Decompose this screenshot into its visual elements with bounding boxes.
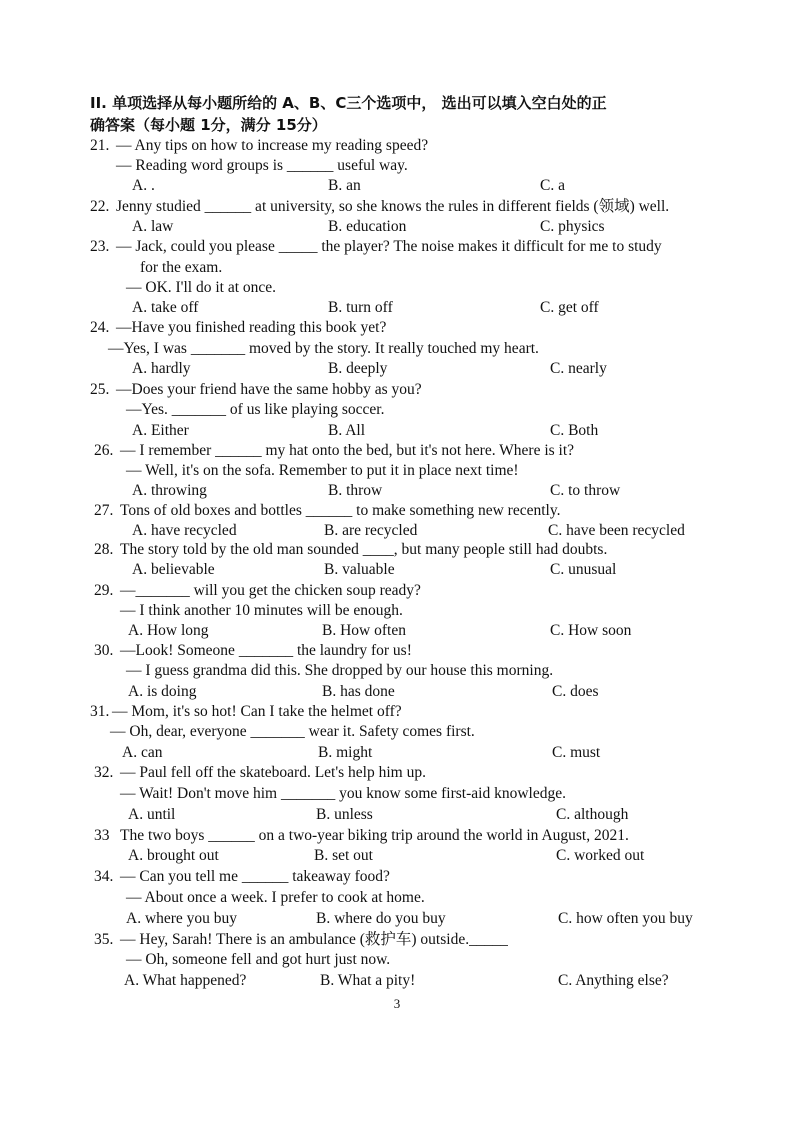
question-text: — Hey, Sarah! There is an ambulance (救护车) outside._____ [120,931,508,948]
question-number: 29. [94,582,114,599]
question-text: — OK. I'll do it at once. [126,279,277,296]
option-c: C. Anything else? [558,972,669,989]
option-a: A. believable [132,561,215,578]
question-text: The two boys ______ on a two-year biking trip around the world in August, 2021. [120,827,629,844]
option-c: C. although [556,806,629,823]
section-heading-line-2: 确答案（每小题 1分，满分 15分） [90,116,327,134]
question-text: The story told by the old man sounded ____, but many people still had doubts. [120,541,608,558]
question-number: 34. [94,868,114,885]
question-text: — Well, it's on the sofa. Remember to put it in place next time! [126,462,519,479]
question-number: 33 [94,827,110,844]
option-c: C. How soon [550,622,632,639]
option-c: C. get off [540,299,599,316]
option-a: A. law [132,218,174,235]
question-text: — Reading word groups is ______ useful way. [116,157,408,174]
option-a: A. until [128,806,176,823]
question-text: —Have you finished reading this book yet? [116,319,387,336]
question-text: for the exam. [140,259,223,276]
question-text: — I remember ______ my hat onto the bed, but it's not here. Where is it? [120,442,575,459]
question-text: — Jack, could you please _____ the player? The noise makes it difficult for me to study [116,238,662,255]
question-number: 35. [94,931,114,948]
option-b: B. How often [322,622,406,639]
question-text: —Look! Someone _______ the laundry for us! [120,642,412,659]
question-text: —Does your friend have the same hobby as you? [116,381,422,398]
option-a: A. take off [132,299,199,316]
option-c: C. nearly [550,360,607,377]
option-c: C. physics [540,218,605,235]
question-text: — Oh, someone fell and got hurt just now. [126,951,391,968]
option-b: B. turn off [328,299,393,316]
option-b: B. education [328,218,407,235]
question-number: 26. [94,442,114,459]
option-a: A. throwing [132,482,207,499]
option-a: A. is doing [128,683,197,700]
question-text: — Can you tell me ______ takeaway food? [120,868,390,885]
question-text: —Yes. _______ of us like playing soccer. [126,401,385,418]
option-a: A. hardly [132,360,191,377]
question-number: 25. [90,381,110,398]
question-text: Tons of old boxes and bottles ______ to make something new recently. [120,502,561,519]
option-b: B. has done [322,683,395,700]
option-b: B. an [328,177,361,194]
option-b: B. where do you buy [316,910,446,927]
question-text: — Wait! Don't move him _______ you know some first-aid knowledge. [120,785,566,802]
question-number: 31. [90,703,110,720]
option-c: C. worked out [556,847,645,864]
option-a: A. . [132,177,155,194]
question-text: — Any tips on how to increase my reading speed? [116,137,429,154]
option-c: C. to throw [550,482,621,499]
question-text: — Mom, it's so hot! Can I take the helmet off? [112,703,402,720]
option-a: A. have recycled [132,522,237,539]
question-text: — Oh, dear, everyone _______ wear it. Safety comes first. [110,723,475,740]
option-c: C. Both [550,422,599,439]
section-heading [90,92,710,136]
question-text: —Yes, I was _______ moved by the story. It really touched my heart. [108,340,539,357]
option-a: A. Either [132,422,189,439]
question-number: 23. [90,238,110,255]
option-c: C. how often you buy [558,910,693,927]
question-number: 28. [94,541,114,558]
page-number: 3 [393,996,401,1011]
question-text: — About once a week. I prefer to cook at home. [126,889,425,906]
option-c: C. a [540,177,565,194]
option-c: C. have been recycled [548,522,685,539]
option-c: C. does [552,683,599,700]
question-number: 21. [90,137,110,154]
question-text: — I guess grandma did this. She dropped by our house this morning. [126,662,554,679]
option-a: A. brought out [128,847,219,864]
option-b: B. What a pity! [320,972,416,989]
option-b: B. are recycled [324,522,418,539]
question-number: 27. [94,502,114,519]
option-b: B. deeply [328,360,388,377]
question-number: 32. [94,764,114,781]
option-b: B. All [328,422,366,439]
option-b: B. throw [328,482,383,499]
option-b: B. might [318,744,373,761]
option-a: A. can [122,744,163,761]
question-number: 22. [90,198,110,215]
question-text: —_______ will you get the chicken soup ready? [120,582,421,599]
option-b: B. valuable [324,561,395,578]
option-a: A. What happened? [124,972,247,989]
option-c: C. must [552,744,601,761]
question-text: — I think another 10 minutes will be enough. [120,602,403,619]
option-c: C. unusual [550,561,617,578]
option-a: A. where you buy [126,910,238,927]
question-text: Jenny studied ______ at university, so she knows the rules in different fields (领域) well. [116,198,670,215]
section-heading-line-1: II. 单项选择从每小题所给的 A、B、C三个选项中， 选出可以填入空白处的正 [90,94,607,112]
question-text: — Paul fell off the skateboard. Let's help him up. [120,764,426,781]
option-a: A. How long [128,622,209,639]
question-number: 30. [94,642,114,659]
option-b: B. set out [314,847,373,864]
option-b: B. unless [316,806,373,823]
question-number: 24. [90,319,110,336]
